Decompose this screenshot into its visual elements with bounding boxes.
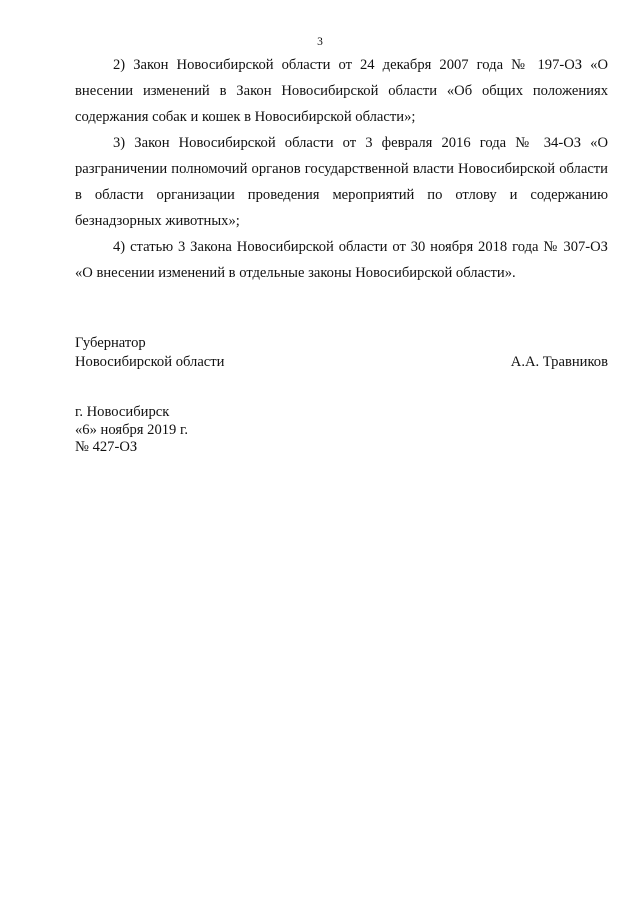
repealed-laws-list [75,52,608,286]
list-item-text: Закон Новосибирской области от 24 декабря 2007 года № 197-ОЗ «О внесении изменений в Закон Новосибирской области «Об общих положениях содержания собак и кошек в Новосибирской области»; [75,57,608,125]
list-item [75,130,608,234]
page-number: 3 [317,36,323,48]
document-date: «6» ноября 2019 г. [75,421,188,438]
list-item-marker: 3) [113,135,126,151]
city: г. Новосибирск [75,404,170,420]
list-item-marker: 2) [113,57,126,73]
signature-block [75,334,608,372]
list-item [75,234,608,286]
list-item-text: статью 3 Закона Новосибирской области от 30 ноября 2018 года № 307-ОЗ «О внесении изменений в отдельные законы Новосибирской области». [75,239,608,281]
list-item-text: Закон Новосибирской области от 3 февраля 2016 года № 34-ОЗ «О разграничении полномочий органов государственной власти Новосибирской области в области организации проведения мероприятий по отлову и содержанию безнадзорных животных»; [75,135,608,229]
list-item [75,52,608,130]
signatory-name: А.А. Травников [510,354,608,370]
list-item-marker: 4) [113,239,126,255]
place-date-block [75,404,375,457]
signatory-region: Новосибирской области [75,354,225,370]
signatory-row [75,353,608,372]
signatory-title: Губернатор [75,335,146,351]
document-number: № 427-ОЗ [75,439,138,455]
